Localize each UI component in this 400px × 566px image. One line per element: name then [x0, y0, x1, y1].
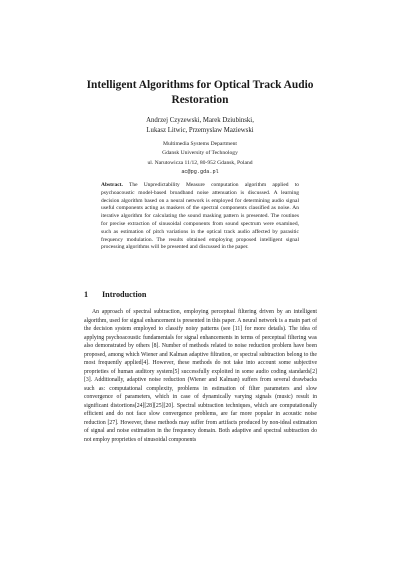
author-line: Andrzej Czyzewski, Marek Dziubinski,	[146, 117, 254, 124]
affiliation-block	[60, 140, 340, 178]
section-title: Introduction	[102, 290, 147, 299]
abstract	[101, 182, 299, 252]
section-heading	[84, 290, 324, 300]
author-list	[60, 116, 340, 136]
affiliation-address: ul. Narutowicza 11/12, 80-952 Gdansk, Poland	[147, 159, 253, 166]
introduction-paragraph: An approach of spectral subtraction, employing perceptual filtering driven by an intelligent algorithm, used for signal enhancement is presented in this paper. A neural network is a main part of the decision system employed to classify noisy patterns (see [11] for more details). The idea of applying psychoacoustic fundamentals for signal enhancements in terms of perceptual filtering was also demonstrated by others [8]. Number of methods related to noise reduction problem have been proposed, among which Wiener and Kalman adaptive filtration, or spectral subtraction belong to the most frequently applied[4]. However, these methods do not take into account some subjective proprieties of human auditory system[5] successfully exploited in some audio coding standards[2][3]. Additionally, adaptive noise reduction (Wiener and Kalman) suffers from several drawbacks such as: computational complexity, problems in estimation of filter parameters and slow convergence of parameters, which in case of dynamically varying signals (music) result in significant distortions[24][28][25][20]. Spectral subtraction techniques, which are computationally efficient and do not face slow convergence problems, are far more popular in acoustic noise reduction [27]. However, these methods may suffer from artifacts produced by non-ideal estimation of signal and noise estimation in the frequency domain. Both adaptive and spectral subtraction do not employ proprieties of sinusoidal components	[84, 309, 317, 443]
affiliation-university: Gdansk University of Technology	[162, 150, 238, 157]
paper-title: Intelligent Algorithms for Optical Track Audio Restoration	[86, 79, 314, 106]
affiliation-department: Multimedia Systems Department	[163, 141, 237, 147]
author-email: ac@pg.gda.pl	[181, 169, 219, 176]
author-line: Lukasz Litwic, Przemyslaw Maziewski	[146, 127, 254, 134]
abstract-text: The Unpredictability Measure computation algorithm applied to psychoacoustic model-based broadband noise attenuation is discussed. A learning decision algorithm based on a neural network is employed for determining audio signal useful components acting as maskers of the spectral components classified as noise. An iterative algorithm for calculating the sound masking pattern is presented. The routines for precise extraction of sinusoidal components from sound spectrum were examined, such as estimation of pitch variations in the optical track audio affected by parasitic frequency modulation. The results obtained employing proposed intelligent signal processing algorithms will be presented and discussed in the paper.	[101, 182, 299, 251]
abstract-label: Abstract.	[101, 182, 123, 188]
section-number: 1	[84, 290, 89, 299]
